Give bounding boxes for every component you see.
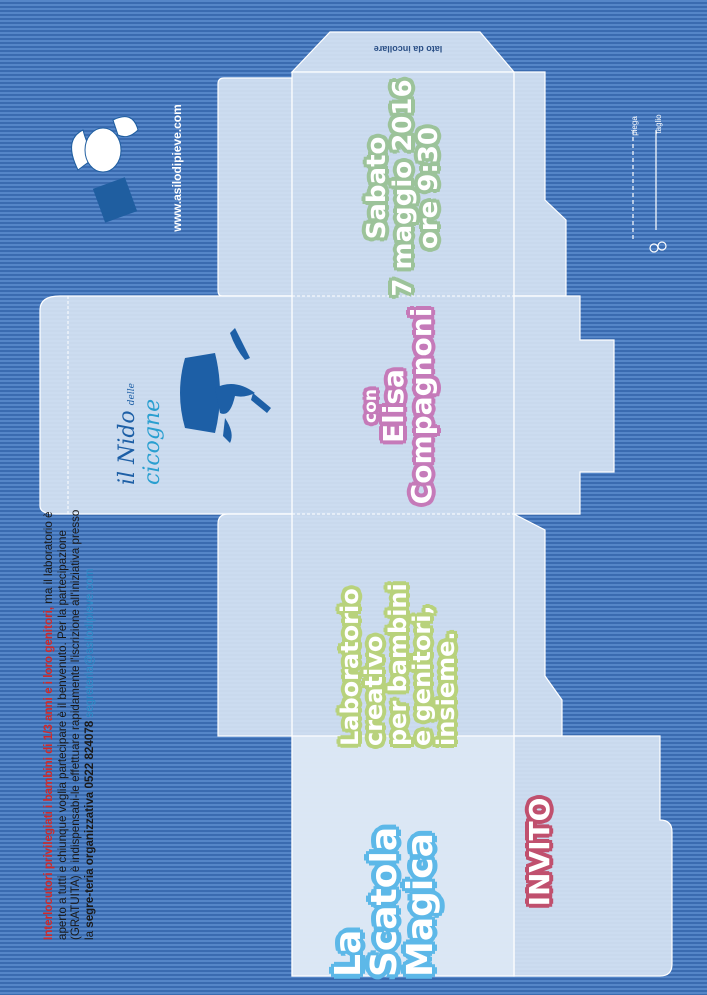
guest-panel-text <box>363 303 443 509</box>
flap-top-left <box>218 78 292 296</box>
guest-first: Elisa <box>377 369 410 443</box>
info-phone[interactable]: 0522 824078 <box>82 720 96 789</box>
info-block <box>42 500 182 940</box>
title-panel-text <box>328 751 475 977</box>
title-line3: Magica <box>400 833 441 977</box>
title-line2: Scatola <box>364 826 405 977</box>
logo-line2: delle <box>127 383 137 406</box>
guest-prefix: con <box>361 389 381 423</box>
website-link[interactable]: www.asilodipieve.com <box>170 104 184 232</box>
info-secretary: segre-teria organizzativa <box>82 791 96 928</box>
date-date: 7 maggio 2016 <box>388 79 418 297</box>
workshop-line3: per bambini <box>384 583 412 746</box>
title-line1: La <box>328 929 369 977</box>
guest-last: Compagnoni <box>405 307 438 505</box>
cherub-logo-icon <box>58 100 148 224</box>
info-body: ma il laboratorio è aperto a tutti e chiunque voglia partecipare è il benvenuto. Per la partecipazione (GRATUITA) è indispensabi-le effettuare rapidamente l'iscrizione all'iniziativa presso la <box>42 509 96 940</box>
date-day: Sabato <box>362 136 392 240</box>
info-highlight: Interlocutori privilegiati i bambini di 1/3 anni e i loro genitori, <box>42 606 55 940</box>
logo-text <box>115 325 185 485</box>
invite-label: INVITO <box>523 797 556 907</box>
workshop-line2: creativo <box>360 635 388 746</box>
cut-legend <box>633 130 666 252</box>
fold-label: piega <box>630 116 639 136</box>
date-panel-text <box>364 50 444 326</box>
date-time: ore 9:30 <box>414 126 444 250</box>
logo-line3: cicogne <box>140 398 165 485</box>
workshop-line5: insieme. <box>432 631 460 746</box>
flap-lower-right <box>514 514 562 736</box>
workshop-line4: e genitori, <box>408 605 436 746</box>
cut-label: taglio <box>654 114 663 134</box>
flap-mid-right <box>514 296 614 514</box>
workshop-line1: Laboratorio <box>336 588 364 746</box>
info-email[interactable]: segreteria@asilodipieve.com <box>82 568 96 718</box>
workshop-panel-text <box>338 516 468 746</box>
glue-label: lato da incollare <box>373 44 443 54</box>
logo-line1: il Nido <box>115 410 140 485</box>
stork-nest-icon <box>175 318 275 468</box>
flap-top-right <box>514 72 566 296</box>
flap-mid-left <box>218 514 292 736</box>
